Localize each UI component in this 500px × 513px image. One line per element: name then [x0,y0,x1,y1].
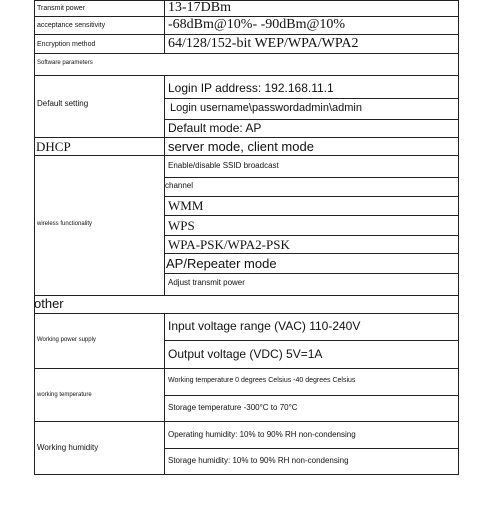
row-divider [165,395,459,396]
row-divider [165,177,459,178]
row-divider [165,273,459,274]
adjust-transmit-power-value: Adjust transmit power [168,278,245,287]
column-divider [164,313,165,475]
operating-humidity-value: Operating humidity: 10% to 90% RH non-condensing [168,430,356,439]
row-divider [165,235,459,236]
ssid-broadcast-value: Enable/disable SSID broadcast [168,161,279,170]
wmm-value: WMM [168,198,204,213]
row-divider [34,421,459,422]
row-divider [165,98,459,99]
login-ip-value: Login IP address: 192.168.11.1 [168,81,334,95]
output-voltage-value: Output voltage (VDC) 5V=1A [168,347,323,361]
working-temperature-value: Working temperature 0 degrees Celsius -40 degrees Celsius [168,377,356,384]
power-supply-label: Working power supply [37,337,96,343]
row-divider [34,0,459,1]
channel-value: channel [165,181,194,190]
dhcp-value: server mode, client mode [168,139,314,154]
storage-humidity-value: Storage humidity: 10% to 90% RH non-condensing [168,456,349,465]
row-divider [165,196,459,197]
storage-temperature-value: Storage temperature -300°C to 70°C [168,403,298,412]
software-parameters-heading: Software parameters [37,60,93,66]
humidity-label: Working humidity [37,443,99,452]
default-mode-value: Default mode: AP [168,121,262,135]
sensitivity-label: acceptance sensitivity [37,22,106,29]
sensitivity-value: -68dBm@10%- -90dBm@10% [168,17,346,32]
dhcp-label: DHCP [36,139,71,154]
row-divider [34,75,459,76]
row-divider [165,215,459,216]
row-divider [165,448,459,449]
row-divider [165,340,459,341]
row-divider [34,474,459,475]
column-divider [164,0,165,53]
ap-repeater-value: AP/Repeater mode [166,256,277,271]
default-setting-label: Default setting [37,99,89,108]
row-divider [34,368,459,369]
row-divider [34,313,459,314]
row-divider [34,53,459,54]
table-left-border [34,0,35,475]
encryption-value: 64/128/152-bit WEP/WPA/WPA2 [168,36,359,51]
spec-table [34,0,459,475]
wireless-functionality-label: wireless functionality [37,221,93,227]
encryption-label: Encryption method [37,41,96,48]
table-right-border [458,0,459,475]
input-voltage-value: Input voltage range (VAC) 110-240V [168,319,361,333]
row-divider [34,34,459,35]
row-divider [165,119,459,120]
row-divider [34,155,459,156]
row-divider [165,253,459,254]
transmit-power-label: Transmit power [37,5,85,12]
other-heading: other [34,296,64,311]
transmit-power-value: 13-17DBm [168,0,231,15]
wpa-psk-value: WPA-PSK/WPA2-PSK [168,237,290,252]
row-divider [34,137,459,138]
wps-value: WPS [168,218,195,233]
temperature-label: working temperature [37,392,92,398]
row-divider [34,295,459,296]
login-credentials-value: Login username\passwordadmin\admin [170,102,362,114]
